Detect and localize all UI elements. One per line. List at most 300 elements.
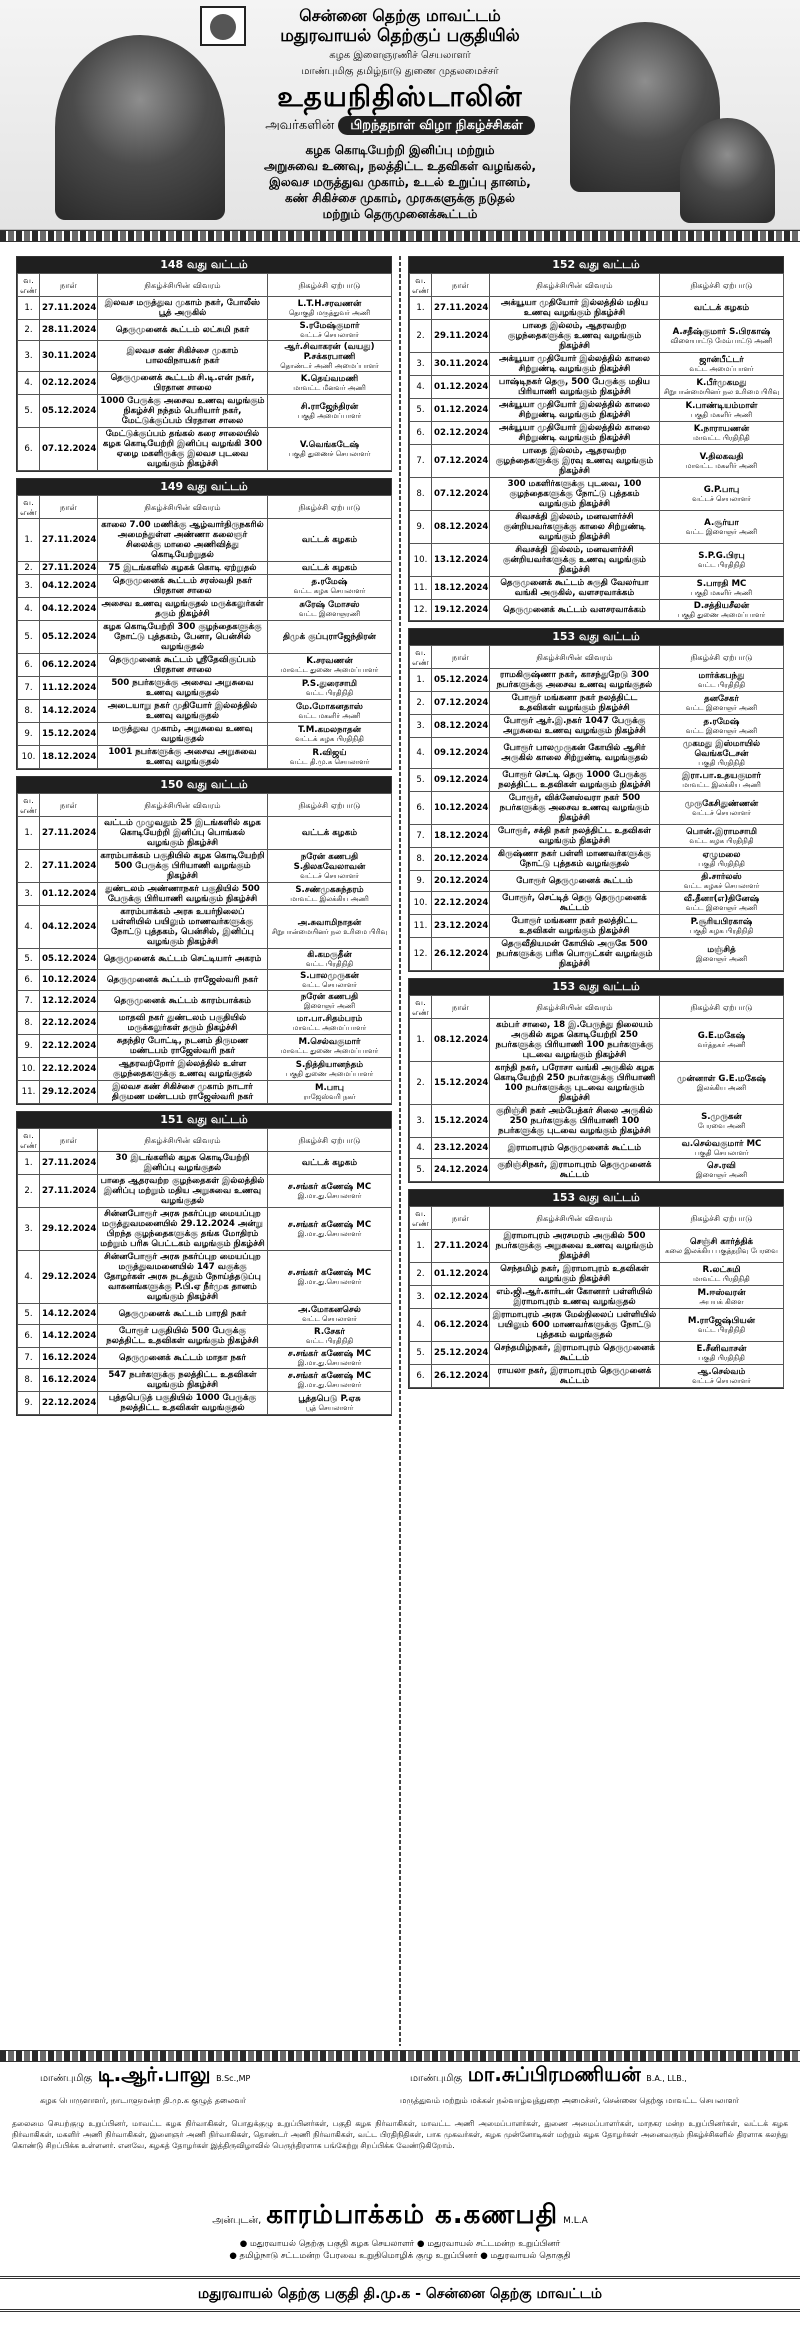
organizer-name: சுரேஷ் மோசஸ்: [299, 600, 360, 610]
organizer-name: S.P.G.பிரபு: [698, 551, 745, 561]
organizer-name: A.சூர்யா: [704, 518, 739, 528]
organizer-name: வட்டக் கழகம்: [693, 303, 750, 313]
organizer-name: G.P.பாபு: [703, 485, 740, 495]
ward-section: [408, 978, 784, 1183]
organizer-role: வட்ட கழக பிரதிநிதி: [689, 837, 754, 845]
table-row: [18, 1035, 392, 1058]
row-organizer: [660, 353, 784, 376]
organizer-name: V.திலகவதி: [699, 452, 744, 462]
row-date: 05.12.2024: [40, 949, 98, 970]
row-organizer: [268, 1392, 392, 1415]
row-organizer: [660, 848, 784, 871]
organizer-role: வட்ட இளைஞர் அணி: [685, 704, 758, 712]
organizer-name: K.நாராயணன்: [693, 424, 750, 434]
table-row: [18, 428, 392, 471]
row-number: 9.: [410, 871, 432, 892]
organizer-honorific: அன்புடன்,: [212, 2215, 262, 2226]
organizer-name: முன்னாள் G.E.மகேஷ்: [676, 1074, 767, 1084]
header-no: வ. எண்: [18, 496, 40, 519]
row-number: 3.: [18, 575, 40, 598]
organizer-role: மாவட்ட அமைப்பாளர்: [292, 1024, 367, 1032]
row-number: 1.: [18, 297, 40, 320]
row-organizer: [660, 478, 784, 511]
invitation-paragraph: தலைமை செயற்குழு உறுப்பினர், மாவட்ட கழக நிர்வாகிகள், பொதுக்குழு உறுப்பினர்கள், பகுதி கழக நிர்வாகிகள், மாவட்ட அணி அமைப்பாளர்கள், துணை அமைப்பாளர்கள், மாநகர மன்ற உறுப்பினர்கள், வட்டக் கழக நிர்வாகிகள், மகளிர் அணி நிர்வாகிகள், இளைஞர் அணி நிர்வாகிகள், தொண்டர் அணி நிர்வாகிகள், வட்ட பிரதிநிதிகள், பாக முகவர்கள், கழக முன்னோடிகள் மற்றும் கழக தோழர்கள் அனைவரும் நிகழ்ச்சிகளில் திரளாக கலந்து கொண்டு சிறப்பிக்க உள்ளனர். எனவே, கழகத் தோழர்கள் இத்திருவிழாவில் பெருந்திரளாக பங்கேற்று சிறப்பிக்க வேண்டுகிறோம்.: [12, 2119, 788, 2150]
row-organizer: [660, 376, 784, 399]
organizer-name: வீ.தீனா(எ)தினேஷ்: [683, 894, 760, 904]
row-number: 2.: [18, 1175, 40, 1208]
row-date: 22.12.2024: [432, 892, 490, 915]
bottom-band: மதுரவாயல் தெற்கு பகுதி தி.மு.க - சென்னை தெற்கு மாவட்டம்: [0, 2276, 800, 2312]
row-organizer: [660, 1105, 784, 1138]
row-number: 9.: [18, 1035, 40, 1058]
organizer-name: மே.மோகனதாஸ்: [296, 702, 363, 712]
row-event: குறிஞ்சி நகர் அம்பேத்கர் சிலை அருகில் 250 நபர்களுக்கு பிரியாணி 100 நபர்களுக்கு புடவை வழங்கும் நிகழ்ச்சி: [490, 1105, 660, 1138]
left-column: [16, 256, 392, 1422]
row-event: செந்தமிழ் நகர், இராமாபுரம் உதவிகள் வழங்கும் நிகழ்ச்சி: [490, 1263, 660, 1286]
row-date: 29.12.2024: [40, 1251, 98, 1304]
row-event: கிருஷ்ணா நகர் பள்ளி மாணவர்களுக்கு நோட்டு புத்தகம் வழங்குதல்: [490, 848, 660, 871]
organizer-designation-line: ● தமிழ்நாடு சட்டமன்ற பேரவை உறுதிமொழிக் குழு உறுப்பினர் ● மதுரவாயல் தொகுதி: [229, 2251, 571, 2261]
signatory-left: [40, 2062, 250, 2089]
row-event: தெருமுனைக் கூட்டம் லட்சுமி நகர்: [98, 320, 268, 341]
events-line: இலவச மருத்துவ முகாம், உடல் உறுப்பு தானம்,: [269, 175, 531, 189]
organizer-role: இளைஞர் அணி: [303, 1002, 356, 1010]
row-number: 1.: [18, 817, 40, 850]
table-row: [410, 769, 784, 792]
organizer-name: R.லட்சுமி: [702, 1265, 741, 1275]
row-number: 6.: [18, 970, 40, 991]
table-row: [410, 511, 784, 544]
row-event: அடையாறு நகர் முதியோர் இல்லத்தில் உணவு வழங்குதல்: [98, 700, 268, 723]
header-date: நாள்: [40, 496, 98, 519]
right-column: [408, 256, 784, 1395]
table-row: [410, 376, 784, 399]
row-number: 4.: [410, 1309, 432, 1342]
row-event: சிவசக்தி இல்லம், மனவளர்ச்சி குன்றியவர்களுக்கு காலை சிற்றுண்டி வழங்கும் நிகழ்ச்சி: [490, 511, 660, 544]
ward-section: [16, 478, 392, 770]
row-number: 11.: [410, 577, 432, 600]
organizer-role: வர்த்தகர் அணி: [697, 1041, 746, 1049]
table-row: [18, 1392, 392, 1415]
table-header-row: [18, 1129, 392, 1152]
row-event: சின்னபோரூர் அரசு நகர்ப்புற மையப்புற மருத்துவமனையில் 147 வகுக்கு தோழர்கள் அரசு நடத்தும் நோய்த்தடுப்பு வாகனங்களுக்கு P.பி.ஏ நீர்முக தானம் வழங்கும் நிகழ்ச்சி: [98, 1251, 268, 1304]
organizer-name: M.செல்வகுமார்: [298, 1037, 361, 1047]
row-date: 28.11.2024: [40, 320, 98, 341]
ward-section: [408, 1189, 784, 1389]
table-row: [410, 825, 784, 848]
row-event: அக்யூயா முதியோர் இல்லத்தில் காலை சிற்றுண்டி வழங்கும் நிகழ்ச்சி: [490, 422, 660, 445]
row-date: 04.12.2024: [40, 598, 98, 621]
row-organizer: [268, 575, 392, 598]
row-number: 1.: [410, 669, 432, 692]
row-organizer: [268, 746, 392, 769]
row-number: 8.: [18, 1369, 40, 1392]
table-row: [410, 892, 784, 915]
organizer-role: மாவட்ட இலக்கிய அணி: [290, 895, 369, 903]
row-organizer: [660, 1286, 784, 1309]
row-event: தெருமுனைக் கூட்டம் சுருதி வேலர்யா வங்கி அருகில், வளசரவாக்கம்: [490, 577, 660, 600]
row-number: 2.: [410, 1062, 432, 1105]
row-date: 13.12.2024: [432, 544, 490, 577]
row-number: 3.: [410, 1286, 432, 1309]
row-date: 22.12.2024: [40, 1012, 98, 1035]
organizer-name: நரேன் கணபதி: [300, 992, 359, 1002]
row-event: ஆதரவற்றோர் இல்லத்தில் உள்ள குழந்தைகளுக்கு உணவு வழங்குதல்: [98, 1058, 268, 1081]
table-row: [410, 297, 784, 320]
row-date: 08.12.2024: [432, 511, 490, 544]
row-number: 4.: [18, 906, 40, 949]
organizer-name: ச.சங்கர் கணேஷ் MC: [287, 1220, 372, 1230]
table-row: [18, 723, 392, 746]
organizer-name: ச.சங்கர் கணேஷ் MC: [287, 1182, 372, 1192]
organizer-name: K.தெய்வமணி: [300, 374, 359, 384]
table-row: [410, 1365, 784, 1388]
row-event: 547 நபர்களுக்கு நலத்திட்ட உதவிகள் வழங்கும் நிகழ்ச்சி: [98, 1369, 268, 1392]
header-date: நாள்: [432, 274, 490, 297]
organizer-name: M.ராஜேஷ்பியன்: [687, 1316, 756, 1326]
organizer-name: இரா.பா.உதயகுமார்: [682, 771, 761, 781]
row-organizer: [660, 422, 784, 445]
organizer-name: செஞ்சி கார்த்திக்: [689, 1237, 753, 1247]
organizer-name: திமுக் குப்புராஜேந்திரன்: [283, 632, 376, 642]
row-event: இராமாபுரம் அரசு மேல்நிலைப் பள்ளியில் பயிலும் 600 மாணவர்களுக்கு நோட்டு புத்தகம் வழங்குதல்: [490, 1309, 660, 1342]
organizer-name: முகமது இஸ்மாயில் வெங்கடேசன்: [682, 739, 761, 759]
row-event: போரூர் ஆர்.இ.நகர் 1047 பேருக்கு அறுசுவை உணவு வழங்கும் நிகழ்ச்சி: [490, 715, 660, 738]
table-row: [410, 871, 784, 892]
row-date: 23.12.2024: [432, 915, 490, 938]
organizer-role: பகுதி செயலாளர்: [694, 1149, 749, 1157]
organizer-role: வட்ட தி.மு.க செயலாளர்: [289, 758, 370, 766]
row-number: 3.: [410, 715, 432, 738]
row-date: 19.12.2024: [432, 600, 490, 621]
row-number: 7.: [18, 677, 40, 700]
row-organizer: [268, 723, 392, 746]
table-row: [410, 692, 784, 715]
organizer-name: தனசேகர்: [704, 694, 739, 704]
table-row: [410, 1062, 784, 1105]
row-organizer: [660, 511, 784, 544]
row-event: பாதை ஆதரவற்ற குழந்தைகள் இல்லத்தில் இனிப்பு மற்றும் மதிய அறுசுவை உணவு வழங்குதல்: [98, 1175, 268, 1208]
row-event: பாதை இல்லம், ஆதரவற்ற குழந்தைகளுக்கு உணவு வழங்கும் நிகழ்ச்சி: [490, 320, 660, 353]
row-event: ராமகிருஷ்ணா நகர், காசந்துறேடு 300 நபர்களுக்கு அசைவ உணவு வழங்குதல்: [490, 669, 660, 692]
organizer-name: வட்டக் கழகம்: [301, 1158, 358, 1168]
row-organizer: [268, 519, 392, 562]
row-event: கம்பர் சாலை, 18 இ.பேருந்து நிலையம் அருகில் கழக கொடியேற்றி 250 நபர்களுக்கு பிரியாணி 100 நபர்களுக்கு புடவை வழங்கும் நிகழ்ச்சி: [490, 1019, 660, 1062]
row-event: அக்யூயா முதியோர் இல்லத்தில் காலை சிற்றுண்டி வழங்கும் நிகழ்ச்சி: [490, 353, 660, 376]
events-line: அறுசுவை உணவு, நலத்திட்ட உதவிகள் வழங்கல்,: [263, 159, 537, 173]
header-organizer: நிகழ்ச்சி ஏற்பாடு: [268, 496, 392, 519]
organizer-role: வட்ட இளைஞரணி: [298, 610, 361, 618]
table-row: [18, 562, 392, 575]
organizer-name: P.S.துரைசாமி: [301, 679, 358, 689]
organizer-role: மாவட்ட மீனவர் அணி: [293, 384, 366, 392]
ward-title: 153 வது வட்டம்: [409, 629, 783, 645]
table-row: [410, 1286, 784, 1309]
organizer-name: A.சதீஷ்குமார் S.பிரகாஷ்: [672, 327, 771, 337]
row-organizer: [268, 1081, 392, 1104]
organizer-name: ச.சங்கர் கணேஷ் MC: [287, 1371, 372, 1381]
table-row: [410, 792, 784, 825]
row-event: ராயலா நகர், இராமாபுரம் தெருமுனைக் கூட்டம்: [490, 1365, 660, 1388]
row-organizer: [660, 915, 784, 938]
row-organizer: [268, 428, 392, 471]
organizer-name: E.சீனிவாசன்: [696, 1344, 747, 1354]
header-date: நாள்: [40, 794, 98, 817]
row-organizer: [660, 669, 784, 692]
organizer-role: வட்ட மகளிர் அணி: [298, 712, 361, 720]
header-event: நிகழ்ச்சியின் விவரம்: [490, 646, 660, 669]
organizer-role: வட்டச் செயலாளர்: [692, 809, 751, 817]
row-number: 7.: [18, 991, 40, 1012]
row-event: மருத்துவ முகாம், அறுசுவை உணவு வழங்குதல்: [98, 723, 268, 746]
table-row: [410, 1138, 784, 1159]
row-event: போரூர், விக்னேஸ்வரா நகர் 500 நபர்களுக்கு அசைவ உணவு வழங்கும் நிகழ்ச்சி: [490, 792, 660, 825]
row-date: 24.12.2024: [432, 1159, 490, 1182]
row-event: போரூர் பகுதியில் 500 பேருக்கு நலத்திட்ட உதவிகள் வழங்கும் நிகழ்ச்சி: [98, 1325, 268, 1348]
organizer-role: வட்ட பிரதிநிதி: [697, 681, 746, 689]
row-number: 6.: [18, 654, 40, 677]
row-event: காலை 7.00 மணிக்கு ஆழ்வார்திருநகரில் அமைந்துள்ள அண்ணா கலைஞர் சிலைக்கு மாலை அணிவித்து கொடியேற்றுதல்: [98, 519, 268, 562]
organizer-name: S.முருகன்: [701, 1112, 742, 1122]
row-number: 4.: [410, 1138, 432, 1159]
row-organizer: [268, 1325, 392, 1348]
ward-table: [17, 1128, 392, 1415]
signatory-right: [410, 2062, 687, 2089]
table-row: [410, 399, 784, 422]
row-organizer: [660, 825, 784, 848]
organizer-role: இ.மா.து.செயலாளர்: [297, 1381, 362, 1389]
header-no: வ. எண்: [410, 996, 432, 1019]
organizer-role: வட்ட பிரதிநிதி: [697, 1326, 746, 1334]
organizer-name: ஆ.செல்வம்: [697, 1367, 746, 1377]
table-row: [18, 677, 392, 700]
organizer-role: மாவட்ட மகளிர் அணி: [685, 462, 758, 470]
row-number: 10.: [18, 746, 40, 769]
organizer-name: ச.சங்கர் கணேஷ் MC: [287, 1268, 372, 1278]
row-event: செந்தமிழ்நகர், இராமாபுரம் தெருமுனைக் கூட்டம்: [490, 1342, 660, 1365]
row-event: சிவசக்தி இல்லம், மனவளர்ச்சி குன்றியவர்களுக்கு உணவு வழங்கும் நிகழ்ச்சி: [490, 544, 660, 577]
organizer-role: வட்ட இளைஞர் அணி: [685, 528, 758, 536]
row-organizer: [660, 892, 784, 915]
row-event: போரூர் மங்கனா நகர் நலத்திட்ட உதவிகள் வழங்கும் நிகழ்ச்சி: [490, 915, 660, 938]
row-number: 2.: [410, 692, 432, 715]
row-date: 07.12.2024: [40, 428, 98, 471]
row-organizer: [660, 938, 784, 971]
ward-title: 149 வது வட்டம்: [17, 479, 391, 495]
row-date: 01.12.2024: [432, 399, 490, 422]
organizer-role: வட்ட கழகச் செயலாளர்: [683, 882, 760, 890]
row-date: 14.12.2024: [40, 1325, 98, 1348]
header-event: நிகழ்ச்சியின் விவரம்: [98, 1129, 268, 1152]
table-header-row: [410, 996, 784, 1019]
organizer-role: பகுதி அமைப்பாளர்: [297, 412, 362, 420]
birthday-line: [0, 118, 800, 134]
row-date: 14.12.2024: [40, 1304, 98, 1325]
organizer-name: P.சூரியபிரகாஷ்: [690, 917, 753, 927]
row-date: 05.12.2024: [40, 395, 98, 428]
organizer-name: ஏழுமலை: [702, 850, 741, 860]
row-organizer: [268, 654, 392, 677]
table-row: [410, 1159, 784, 1182]
row-organizer: [660, 792, 784, 825]
row-date: 27.11.2024: [40, 1175, 98, 1208]
row-number: 7.: [18, 1348, 40, 1369]
row-date: 27.11.2024: [40, 1152, 98, 1175]
organizer-role: கலை இலக்கிய பகுத்தறிவு பேரவை: [665, 1247, 778, 1255]
row-number: 8.: [18, 700, 40, 723]
row-number: 6.: [410, 422, 432, 445]
row-date: 11.12.2024: [40, 677, 98, 700]
organizer-role: அபயக் கிளை: [699, 1298, 744, 1306]
row-date: 15.12.2024: [432, 1105, 490, 1138]
row-date: 20.12.2024: [432, 871, 490, 892]
row-date: 04.12.2024: [40, 906, 98, 949]
organizer-role: வட்ட பிரதிநிதி: [697, 561, 746, 569]
row-number: 1.: [410, 1230, 432, 1263]
header-date: நாள்: [40, 1129, 98, 1152]
organizer-role: மாவட்ட துணை அமைப்பாளர்: [280, 1047, 379, 1055]
row-number: 4.: [18, 1251, 40, 1304]
table-row: [410, 478, 784, 511]
row-event: தெருமுனைக் கூட்டம் ஸ்ரீதேவிகுப்பம் பிரதான சாலை: [98, 654, 268, 677]
row-date: 18.12.2024: [40, 746, 98, 769]
organizer-name: வட்டக் கழகம்: [301, 563, 358, 573]
row-organizer: [268, 677, 392, 700]
organizer-role: பூத் செயலாளர்: [305, 1404, 354, 1412]
header-organizer: நிகழ்ச்சி ஏற்பாடு: [268, 274, 392, 297]
row-date: 22.12.2024: [40, 1392, 98, 1415]
row-date: 27.11.2024: [432, 1230, 490, 1263]
organizer-role: வட்ட பிரதிநிதி: [305, 689, 354, 697]
row-organizer: [268, 883, 392, 906]
row-organizer: [660, 871, 784, 892]
organizer-name: M.பாபு: [314, 1083, 345, 1093]
row-date: 06.12.2024: [432, 1309, 490, 1342]
row-date: 16.12.2024: [40, 1369, 98, 1392]
header-organizer: நிகழ்ச்சி ஏற்பாடு: [268, 794, 392, 817]
row-number: 3.: [18, 341, 40, 372]
table-row: [18, 746, 392, 769]
birthday-prefix: அவர்களின்: [265, 118, 335, 133]
events-line: கழக கொடியேற்றி இனிப்பு மற்றும்: [305, 143, 495, 157]
row-event: தெருமுனைக் கூட்டம் ராஜேஸ்வரி நகர்: [98, 970, 268, 991]
organizer-name: காரம்பாக்கம் க.கணபதி: [266, 2200, 559, 2230]
row-event: அக்யூயா முதியோர் இல்லத்தில் காலை சிற்றுண்டி வழங்கும் நிகழ்ச்சி: [490, 399, 660, 422]
table-row: [18, 817, 392, 850]
row-number: 1.: [410, 297, 432, 320]
ward-section: [16, 1111, 392, 1416]
organizer-name: வ.செல்வகுமார் MC: [681, 1139, 762, 1149]
row-date: 27.11.2024: [40, 817, 98, 850]
header-organizer: நிகழ்ச்சி ஏற்பாடு: [660, 996, 784, 1019]
row-number: 8.: [410, 478, 432, 511]
row-date: 20.12.2024: [432, 848, 490, 871]
row-date: 30.11.2024: [432, 353, 490, 376]
table-row: [410, 445, 784, 478]
row-date: 10.12.2024: [432, 792, 490, 825]
row-number: 5.: [18, 395, 40, 428]
row-event: அக்யூயா முதியோர் இல்லத்தில் மதிய உணவு வழங்கும் நிகழ்ச்சி: [490, 297, 660, 320]
header-organizer: நிகழ்ச்சி ஏற்பாடு: [268, 1129, 392, 1152]
organizer-name: அ.சுவாமிநாதன்: [297, 918, 362, 928]
organizer-role: சிறுபான்மையினர் நல உரிமை பிரிவு: [663, 388, 780, 396]
table-row: [18, 320, 392, 341]
organizer-name: V.வெங்கடேஷ்: [299, 440, 360, 450]
organizer-name: த.ரமேஷ்: [311, 577, 348, 587]
organizer-role: வட்டக் கழக பிரதிநிதி: [295, 735, 364, 743]
table-header-row: [410, 1207, 784, 1230]
table-row: [18, 1081, 392, 1104]
row-organizer: [660, 1263, 784, 1286]
organizer-name: சி.ராஜேந்திரன்: [300, 402, 359, 412]
ward-table: [409, 995, 784, 1182]
table-row: [410, 1019, 784, 1062]
row-number: 7.: [410, 445, 432, 478]
row-event: மேட்டுக்குப்பம் தங்கல் கரை சாலையில் கழக கொடியேற்றி இனிப்பு வழங்கி 300 ஏழை மகளிருக்கு இலவச புடவை வழங்கும் நிகழ்ச்சி: [98, 428, 268, 471]
table-header-row: [410, 274, 784, 297]
organizer-role: பகுதி துணை அமைப்பாளர்: [677, 611, 766, 619]
row-event: போரூர் தெருமுனைக் கூட்டம்: [490, 871, 660, 892]
footer-border: [0, 2050, 800, 2062]
table-row: [18, 850, 392, 883]
table-row: [410, 577, 784, 600]
row-event: தெருமுனைக் கூட்டம் மாதா நகர்: [98, 1348, 268, 1369]
row-number: 5.: [410, 769, 432, 792]
organizer-name: S.பாரதி MC: [696, 579, 747, 589]
ward-title: 148 வது வட்டம்: [17, 257, 391, 273]
row-number: 4.: [410, 376, 432, 399]
table-row: [18, 1208, 392, 1251]
organizer-name: K.பாண்டியம்மாள்: [685, 401, 758, 411]
row-number: 5.: [18, 949, 40, 970]
header-no: வ. எண்: [18, 274, 40, 297]
row-number: 6.: [18, 1325, 40, 1348]
row-number: 11.: [410, 915, 432, 938]
row-organizer: [660, 297, 784, 320]
organizer-role: ராஜேஸ்வரி நகர்: [303, 1093, 356, 1101]
row-organizer: [268, 1369, 392, 1392]
organizer-name: ஆர்.சிவாகரன் (வயது) P.சக்கரபாணி: [284, 342, 375, 362]
row-organizer: [268, 1304, 392, 1325]
organizer-role: வட்ட இளைஞர் அணி: [685, 904, 758, 912]
row-date: 22.12.2024: [40, 1035, 98, 1058]
organizer-name: S.நித்தியானந்தம்: [295, 1060, 364, 1070]
row-date: 05.12.2024: [432, 669, 490, 692]
header-event: நிகழ்ச்சியின் விவரம்: [98, 794, 268, 817]
row-number: 5.: [18, 621, 40, 654]
organizer-name: K.பீர்முகமது: [696, 378, 747, 388]
organizer-role: வட்ட செயலாளர்: [302, 981, 357, 989]
table-row: [410, 1105, 784, 1138]
row-event: இலவச கண் சிகிச்சை முகாம் பாலவிநாயகர் நகர்: [98, 341, 268, 372]
ward-columns: [16, 256, 784, 2046]
organizer-name: ச.சங்கர் கணேஷ் MC: [287, 1349, 372, 1359]
organizer-name: G.E.மகேஷ்: [697, 1031, 746, 1041]
organizer-name: R.விஜய்: [312, 748, 347, 758]
ward-title: 153 வது வட்டம்: [409, 1190, 783, 1206]
table-header-row: [18, 794, 392, 817]
organizer-name: R.சேகர்: [314, 1327, 345, 1337]
organizer-role: பகுதி கழக பிரதிநிதி: [689, 927, 754, 935]
table-row: [18, 1369, 392, 1392]
row-organizer: [660, 738, 784, 769]
row-number: 4.: [410, 738, 432, 769]
row-date: 29.12.2024: [40, 1081, 98, 1104]
row-event: 1001 நபர்களுக்கு அசைவ அறுசுவை உணவு வழங்குதல்: [98, 746, 268, 769]
ward-section: [16, 776, 392, 1105]
row-number: 10.: [410, 544, 432, 577]
table-row: [410, 1230, 784, 1263]
